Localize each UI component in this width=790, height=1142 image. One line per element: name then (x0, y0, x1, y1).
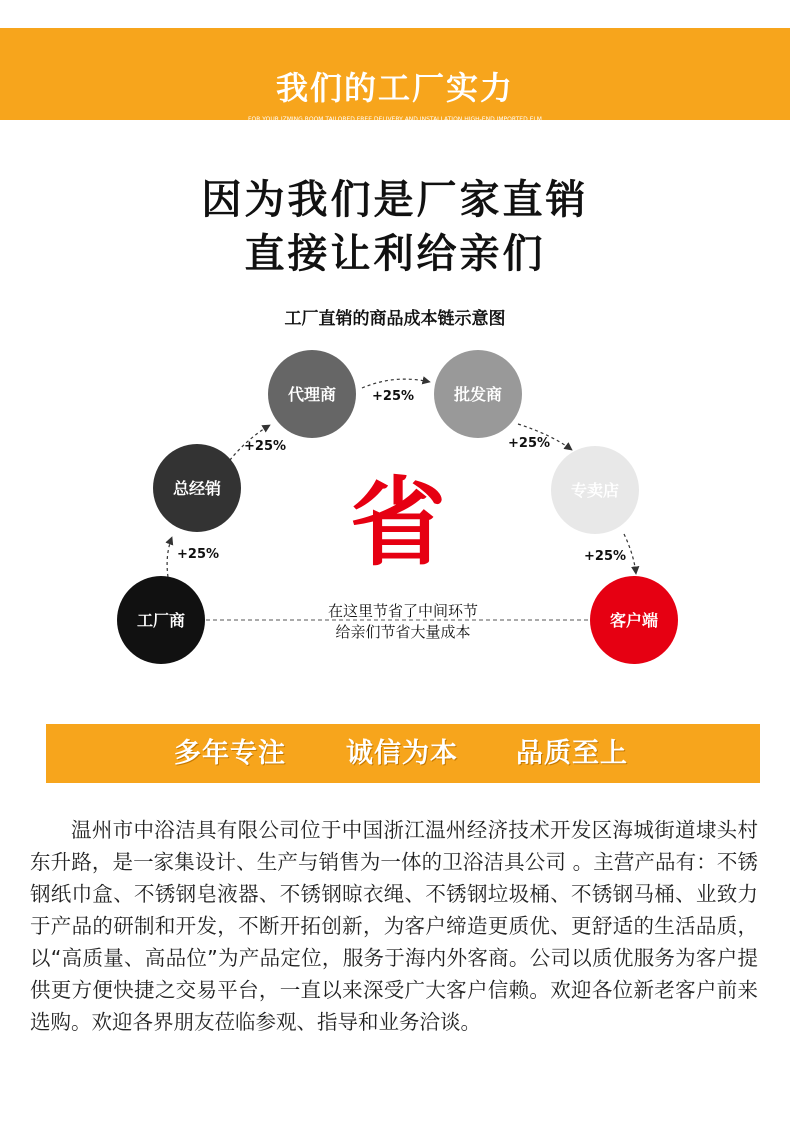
header-banner (0, 28, 790, 130)
node-wholesaler-label: 批发商 (453, 385, 503, 404)
node-factory (117, 576, 205, 664)
banner-subtitle-line1: FOR YOUR IZMING ROOM TAILORED FREE DELIVERY AND INSTALLATION HIGH-END IMPORTED ELM (248, 116, 542, 123)
slogan-item: 诚信为本 (346, 738, 458, 769)
arrow-1 (167, 537, 172, 577)
save-character: 省 (350, 467, 446, 579)
node-store-label: 专卖店 (570, 481, 620, 500)
banner-title: 我们的工厂实力 (275, 69, 514, 107)
headline-line1: 因为我们是厂家直销 (201, 177, 589, 223)
node-store (551, 446, 639, 534)
banner-subtitle (0, 116, 790, 130)
headline-line2: 直接让利给亲们 (244, 231, 546, 277)
company-intro (30, 814, 758, 1038)
node-customer-label: 客户端 (609, 611, 659, 630)
banner-subtitle-line2: TAILORED FREE DELIVERY AND INSTALLATION (326, 123, 464, 130)
cost-chain-diagram (0, 330, 790, 680)
node-agent-label: 代理商 (287, 385, 337, 404)
node-customer (590, 576, 678, 664)
markup-label: +25% (372, 389, 415, 404)
arrow-3 (362, 379, 430, 388)
slogan-item: 多年专注 (174, 738, 286, 769)
node-agent (268, 350, 356, 438)
node-distributor-label: 总经销 (172, 479, 222, 498)
note-line1: 在这里节省了中间环节 (327, 602, 479, 620)
diagram-title: 工厂直销的商品成本链示意图 (284, 309, 506, 329)
note-line2: 给亲们节省大量成本 (335, 623, 471, 641)
slogan-bar (46, 724, 760, 783)
markup-label: +25% (177, 547, 220, 562)
company-intro-text: 温州市中浴洁具有限公司位于中国浙江温州经济技术开发区海城街道埭头村东升路，是一家集设计、生产与销售为一体的卫浴洁具公司 。主营产品有：不锈钢纸巾盒、不锈钢皂液器、不锈钢晾衣绳、不锈钢垃圾桶、不锈钢马桶、业致力于产品的研制和开发，不断开拓创新，为客户缔造更质优、更舒适的生活品质，以“高质量、高品位”为产品定位，服务于海内外客商。公司以质优服务为客户提供更方便快捷之交易平台，一直以来深受广大客户信赖。欢迎各位新老客户前来选购。欢迎各界朋友莅临参观、指导和业务洽谈。 (30, 818, 758, 1034)
markup-label: +25% (244, 439, 287, 454)
node-wholesaler (434, 350, 522, 438)
markup-label: +25% (508, 436, 551, 451)
node-factory-label: 工厂商 (136, 611, 186, 630)
markup-label: +25% (584, 549, 627, 564)
node-distributor (153, 444, 241, 532)
slogan-item: 品质至上 (516, 738, 628, 769)
